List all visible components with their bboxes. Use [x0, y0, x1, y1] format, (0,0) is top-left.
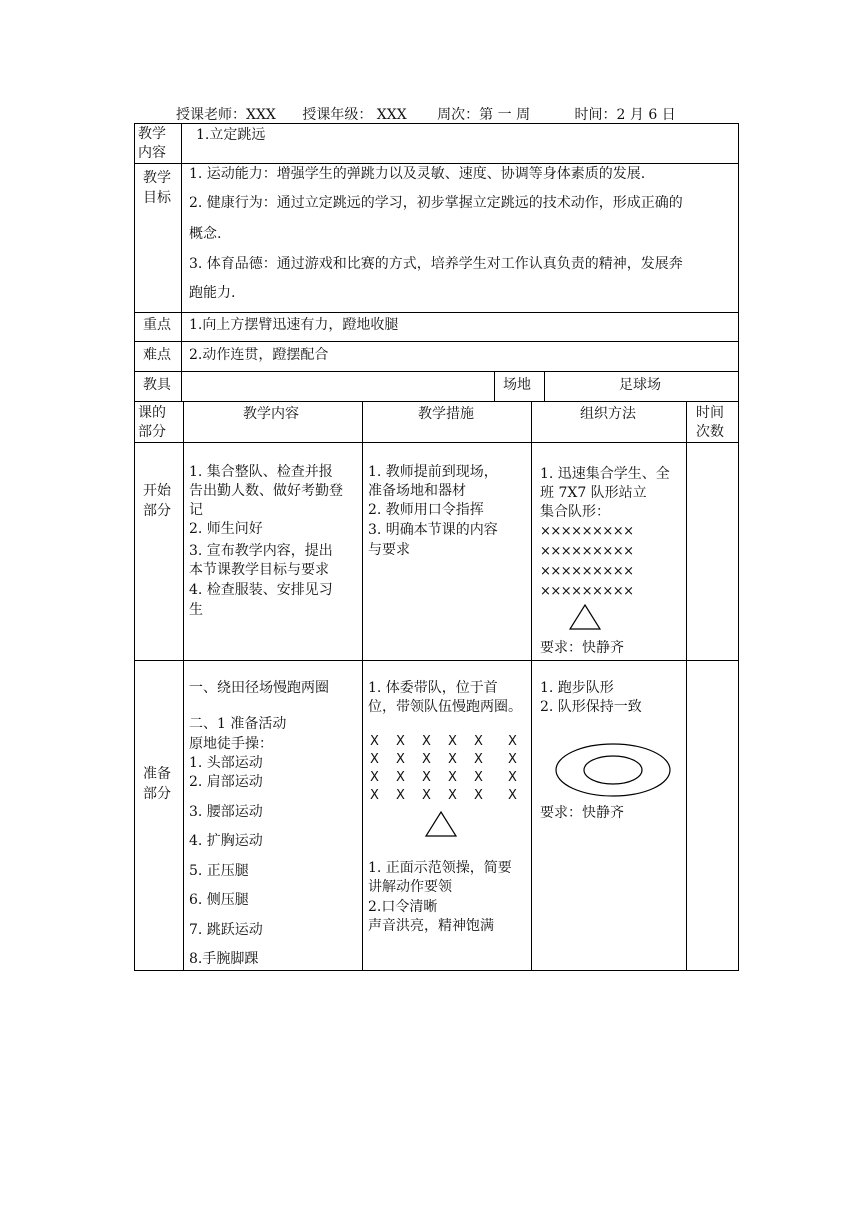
list-item: 生: [189, 602, 203, 618]
list-item: 7. 跳跃运动: [189, 922, 263, 938]
formation-row: ×××××××××: [540, 544, 634, 559]
list-item: 2. 教师用口令指挥: [368, 502, 484, 518]
list-item: 准备场地和器材: [368, 483, 466, 499]
list-item: 二、1 准备活动: [189, 716, 287, 732]
formation-row: ×××××××××: [540, 564, 634, 579]
list-item: 一、绕田径场慢跑两圈: [189, 680, 329, 696]
x-formation-row: X X X X X X: [370, 770, 517, 785]
list-item: 记: [189, 502, 203, 518]
col-content-header: 教学内容: [243, 406, 299, 422]
formation-row: ×××××××××: [540, 524, 634, 539]
list-item: 讲解动作要领: [368, 879, 452, 895]
list-item: 1. 头部运动: [189, 755, 263, 771]
col-measures-header: 教学措施: [418, 406, 474, 422]
prep-section-label: 准备部分: [143, 766, 171, 802]
equipment-label: 教具: [143, 377, 171, 393]
list-item: 3. 腰部运动: [189, 804, 263, 820]
track-oval-icon: [554, 742, 672, 798]
x-formation-row: X X X X X X: [370, 734, 517, 749]
list-item: 1. 集合整队、检查并报: [189, 464, 333, 480]
prep-requirement: 要求：快静齐: [540, 805, 624, 821]
goals-label: 教学目标: [143, 170, 171, 206]
list-item: 4. 扩胸运动: [189, 833, 263, 849]
lesson-header: [176, 104, 676, 124]
content-label: 教学内容: [138, 126, 166, 161]
list-item: 集合队形：: [540, 504, 610, 520]
grade-label: 授课年级： XXX: [302, 107, 407, 123]
goal-line: 1. 运动能力：增强学生的弹跳力以及灵敏、速度、协调等身体素质的发展.: [189, 166, 646, 182]
list-item: 班 7X7 队形站立: [540, 485, 647, 501]
list-item: 1. 教师提前到现场，: [368, 464, 498, 480]
list-item: 4. 检查服装、安排见习: [189, 582, 333, 598]
col-method-header: 组织方法: [580, 406, 636, 422]
list-item: 6. 侧压腿: [189, 892, 249, 908]
list-item: 1. 正面示范领操，简要: [368, 860, 512, 876]
teacher-triangle-icon: [568, 603, 602, 631]
goal-line: 3. 体育品德：通过游戏和比赛的方式，培养学生对工作认真负责的精神，发展奔: [189, 256, 683, 272]
content-value: 1.立定跳远: [196, 127, 266, 143]
start-requirement: 要求：快静齐: [540, 640, 624, 656]
list-item: 1. 迅速集合学生、全: [540, 466, 670, 482]
list-item: 1. 体委带队，位于首: [368, 680, 498, 696]
list-item: 1. 跑步队形: [540, 680, 614, 696]
week-label: 周次：第 一 周: [437, 107, 531, 123]
venue-label: 场地: [503, 377, 531, 393]
col-time-header: 时间次数: [696, 405, 724, 440]
difficulty-value: 2.动作连贯，蹬摆配合: [189, 347, 329, 363]
difficulty-label: 难点: [143, 347, 171, 363]
list-item: 与要求: [368, 542, 410, 558]
list-item: 声音洪亮，精神饱满: [368, 918, 494, 934]
leader-triangle-icon: [424, 810, 458, 838]
key-value: 1.向上方摆臂迅速有力，蹬地收腿: [189, 317, 399, 333]
start-section-label: 开始部分: [143, 483, 171, 519]
goal-line: 2. 健康行为：通过立定跳远的学习，初步掌握立定跳远的技术动作，形成正确的: [189, 195, 683, 211]
venue-value: 足球场: [619, 377, 661, 393]
list-item: 2. 队形保持一致: [540, 699, 642, 715]
list-item: 本节课教学目标与要求: [189, 562, 329, 578]
goal-line: 跑能力.: [189, 285, 236, 301]
list-item: 3. 明确本节课的内容: [368, 522, 498, 538]
list-item: 告出勤人数、做好考勤登: [189, 483, 343, 499]
list-item: 2. 师生问好: [189, 521, 263, 537]
list-item: 2.口令清晰: [368, 899, 438, 915]
list-item: 原地徒手操：: [189, 736, 273, 752]
key-label: 重点: [143, 317, 171, 333]
list-item: 8.手腕脚踝: [189, 951, 259, 967]
x-formation-row: X X X X X X: [370, 752, 517, 767]
list-item: 2. 肩部运动: [189, 774, 263, 790]
x-formation-row: X X X X X X: [370, 788, 517, 803]
time-label: 时间：2 月 6 日: [574, 107, 676, 123]
goal-line: 概念.: [189, 226, 222, 242]
teacher-label: 授课老师：XXX: [176, 107, 276, 123]
col-part-header: 课的部分: [138, 405, 166, 440]
list-item: 5. 正压腿: [189, 863, 249, 879]
list-item: 3. 宣布教学内容，提出: [189, 543, 333, 559]
list-item: 位，带领队伍慢跑两圈。: [368, 699, 522, 715]
formation-row: ×××××××××: [540, 584, 634, 599]
